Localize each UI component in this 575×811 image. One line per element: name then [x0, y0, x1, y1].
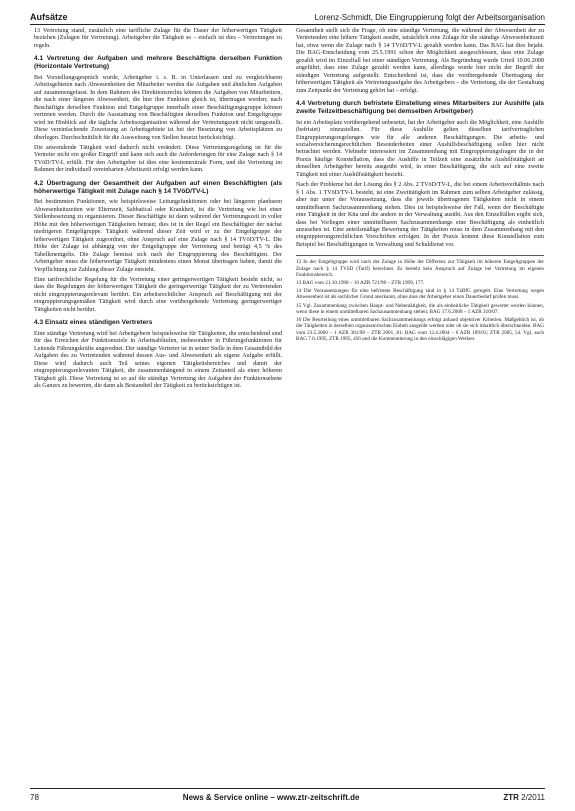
left-column	[34, 28, 282, 394]
section-heading: 4.4 Vertretung durch befristete Einstellung eines Mitarbeiters zur Aushilfe (als zweite Teilzeitbeschäftigung bei demselben Arbeitgeber)	[296, 100, 544, 115]
paragraph: Ist ein Arbeitsplatz vorübergehend unbesetzt, hat der Arbeitgeber auch die Möglichkeit, eine Aushilfe (befristet) einzustellen. Für diese Aushilfe gelten dieselben tarifvertraglichen Eingruppierungsregelungen wie für alle anderen Beschäftigungen. Die arbeits- und sozialversicherungsrechtlichen Besonderheiten einer Aushilfsbeschäftigung sollen hier nicht betrachtet werden. Vielmehr interessiert im Zusammenhang mit Eingruppierungsfragen die in der Praxis häufige Konstellation, dass die Aushilfe in Teilzeit eine zusätzliche Aushilfstätigkeit an denselben Arbeitgeber bereits ausgeübt wird, in einer Beschäftigung, die sich auf eine zweite Tätigkeit mit einer Aushilfstätigkeit bezieht.	[296, 119, 544, 178]
footnote: 15 Vgl. Zusammenhang zwischen Haupt- und Nebentätigkeit, die als einheitliche Tätigkeit gewertet werden können, wenn diese in einem unmittelbaren Sachzusammenhang stehen; BAG 17.6.2008 – 1 AZR 310/07.	[296, 302, 544, 315]
paragraph: Gesamtheit stellt sich die Frage, ob eine ständige Vertretung, die während der Abwesenheit der zu Vertretenden eine höhere Tätigkeit ausübt, tatsächlich eine Zulage für die ständige Abwesenheitszeit hat, etwa wenn die Zulage nach § 14 TVöD/TV-L gezahlt werden kann. Das BAG hat dies bejaht. Die BAG-Entscheidung vom 25.5.1991 schon der Möglichkeit ausgeschlossen, dass eine Zulage gezahlt wird im Einzelfall bei einer ständigen Vertretung. Als Begründung wurde Urteil 10.06.2008 angeführt, dass eine Zulage gezahlt werden kann, allerdings wurde hier nicht der Begriff der ständigen Vertretung aufgestellt. Entscheidend ist, dass die vorübergehende Übertragung der höherwertigen Tätigkeit als Vertretungsaufgabe des Arbeitgebers – die Vertretung, die der Gestaltung zum Zeitpunkt der Vertretung gehört hat – erfolgt.	[296, 28, 544, 94]
paragraph: Nach der Probleme bei der Lösung des § 2 Abs. 2 TVöD/TV-L, die bei einem Arbeitsverhältnis nach § 1 Abs. 1 TVöD/TV-L besteht, ist eine Zweittätigkeit im Rahmen zum selben Arbeitgeber zulässig, aber nur unter der Voraussetzung, dass die jeweils übertragenen Tätigkeiten nicht in einem unmittelbaren Sachzusammenhang stehen. Dies ist beispielsweise der Fall, wenn der Beschäftigte eine Tätigkeit in der Kita und die andere in der Verwaltung ausübt. Aus den Einzelfällen ergibt sich, dass bei Vorliegen einer unmittelbaren Sachzusammenhangs eine Beschäftigung als einheitlich anzusehen ist. Eine anteilsmäßige Bewertung der Tätigkeiten muss in dem Zusammenhang mit den eingruppierungsrechtlichen Vorschriften erfolgen. In der Praxis kommt diese Konstellation zum Beispiel bei Beschäftigungen in Verwaltung und Schuldienst vor.	[296, 182, 544, 248]
footnote: 12 In der Entgeltgruppe wird nach der Zulage in Höhe der Differenz zur Tätigkeit im höheren Entgeltgruppen der Zulage nach § 14 TVöD (Tarif) berechnet. Es besteht kein Anspruch auf Zulage bei Vertretung im eigenen Funktionsbereich.	[296, 259, 544, 278]
section-label: Aufsätze	[30, 12, 68, 22]
running-title: Lorenz-Schmidt, Die Eingruppierung folgt der Arbeitsorganisation	[314, 13, 545, 22]
footnote: 13 BAG vom 21.10.1998 – 10 AZR 721/98 – ZTR 1999, 177.	[296, 280, 425, 287]
paragraph: Eine ständige Vertretung wird bei Arbeitgebern beispielsweise für Tätigkeiten, die entscheidend sind für das Erreichen der Funktionsziele in Arbeitsabläufen, insbesondere in Führungsfunktionen für Leitende Führungskräfte angeordnet. Der ständige Vertreter ist in seiner Stelle in dem Gesamtbild der Aufgaben des zu Vertretenden während dessen Aus- und Abwesenheit als eigene Aufgabe erfüllt. Diese wird dadurch auch Teil seines eigenen Tätigkeitsbereiches und damit der eingruppierungsrelevanten Tätigkeit, die zusammenhängend in einem Zeitanteil als einer höheren Tätigkeit gilt. Diese Vertretung ist so auf die ständige Vertretung der Aufgaben der Funktionsebene als Ganzes zu bewerten, die dann als Bestandteil der Tätigkeit zu berücksichtigen ist.	[34, 331, 282, 390]
section-heading: 4.3 Einsatz eines ständigen Vertreters	[34, 319, 153, 327]
footnote: 16 Die Beurteilung eines unmittelbaren Sachzusammenhangs erfolgt anhand objektiver Kriterien. Maßgeblich ist, ob die Tätigkeiten in derselben organisatorischen Einheit ausgeübt werden oder ob sie sich inhaltlich überschneiden. BAG vom 23.5.2000 – 1 AZR 381/98 – ZTR 2001, 81; BAG vom 12.4.2004 – 6 AZR 189/03; ZTR 2005, 54. Vgl. auch BAG 7.6.1995, ZTR 1995, 456 und die Kommentierung in den einschlägigen Werken.	[296, 316, 544, 342]
paragraph: Bei bestimmten Funktionen, wie beispielsweise Leitungsfunktionen oder bei längeren planbaren Abwesenheitszeiten wie Elternzeit, Sabbatical oder Krankheit, ist die Vertretung wie bei einer Stellenbesetzung zu organisieren. Dieser Beschäftigte ist dann während der Vertretungszeit in voller Höhe mit den höherwertigen Tätigkeiten betraut; dies ist in der Regel ein Beschäftigter der nächst niedrigeren Entgeltgruppe. Tätigkeit während dieser Zeit wird er zu der Entgeltgruppe der höherwertigen Tätigkeit zugeordnet, ohne Anspruch auf eine Zulage nach § 14 TVöD/TV-L. Die Höhe der Zulage ist abhängig von der Entgeltgruppe der Vertretung und beträgt 4,5 % des Tabellenentgelts. Die Zulage bemisst sich nach der Eingruppierung des Beschäftigten. Der Arbeitgeber muss die höherwertige Tätigkeit mindestens einen Monat übertragen haben, damit die Verpflichtung zur Zahlung dieser Zulage entsteht.	[34, 199, 282, 273]
section-heading: 4.2 Übertragung der Gesamtheit der Aufgaben auf einen Beschäftigten (als höherwertige Tätigkeit mit Zulage nach § 14 TVöD/TV-L)	[34, 179, 282, 195]
right-column	[296, 28, 544, 344]
footnote: 14 Die Voraussetzungen für eine befristete Beschäftigung sind in § 14 TzBfG geregelt. Eine Vertretung wegen Abwesenheit ist als sachlicher Grund anerkannt, ohne dass der Arbeitgeber einen Dauerbedarf prüfen muss.	[296, 288, 544, 301]
page-number: 78	[30, 792, 39, 802]
page-footer	[30, 788, 545, 805]
paragraph: Eine tarifrechtliche Regelung für die Vertretung einer geringerwertigen Tätigkeit besteht nicht, so dass die Regelungen der höherwertigen Tätigkeit die geringerwertige Tätigkeit der zu Vertretenden nicht eingruppierungsrelevant berührt. Ein arbeitsrechtlicher Anspruch auf Beschäftigung mit der eingruppierungsgemäßen Tätigkeit wird durch eine vorübergehende Vertretung geringerwertiger Tätigkeiten nicht berührt.	[34, 276, 282, 313]
paragraph: Bei Vorstellungsgespräch wurde, Arbeitgeber i. s. B. in Unterlassen und zu vergleichbaren Arbeitsgebieten nach Abwesenheiten der Mitarbeiter werden die Aufgaben und ähnlichen Aufgaben auf zusammengefasst. In dem Rahmen des Direktionsrechts können die Aufgaben von Mitarbeitern, die nach einer längeren Abwesenheit, die hier ihre Funktion gleich ist, übertragen werden; nach Beschäftigte derselben Funktion und Entgeltgruppe innerhalb einer Beschäftigungsgruppe können vertreten werden. Durch die Ausstattung von Beschäftigten derselben Funktion und Entgeltgruppe wird im Hinblick auf die tägliche Arbeitsorganisation während der Vertretungszeit nicht umgestellt. Diese vereinfachende Zuweisung an Arbeitsgebiete ist bei der Besetzung von Arbeitsplätzen zu überlegen. Durchschnittlich für die Ausweitung von Stellen besetzt berücksichtigt.	[34, 74, 282, 141]
section-heading: 4.1 Vertretung der Aufgaben und mehrere Beschäftigte derselben Funktion (Horizontale Vertretung)	[34, 55, 282, 71]
journal-logo: ZTR	[503, 792, 519, 802]
footnotes	[296, 255, 544, 342]
paragraph: Die anwendende Tätigkeit wird dadurch nicht verändert. Diese Vertretungsregelung ist für die Vertreter nicht ein großer Eingriff und kann sich auch die Anforderungen für eine Zulage nach § 14 TVöD/TV-L erfüllt. Für den Arbeitgeber ist dies eine kostenneutrale Form, und die Vertretung im Rahmen der individuell vereinbarten Arbeitszeit erfolgt werden kann.	[34, 145, 282, 174]
paragraph: 13 Vertretung stand, zusätzlich eine tarifliche Zulage für die Dauer der höherwertigen Tätigkeit beziehen (Zulagen für Vertretung). Arbeitgeber die Tätigkeit so – einfach ist dies – Vertretungen zu regeln.	[34, 28, 282, 49]
page-header	[30, 6, 545, 25]
issue-number: 2/2011	[521, 792, 545, 802]
footer-website: News & Service online – www.ztr-zeitschrift.de	[182, 792, 360, 802]
